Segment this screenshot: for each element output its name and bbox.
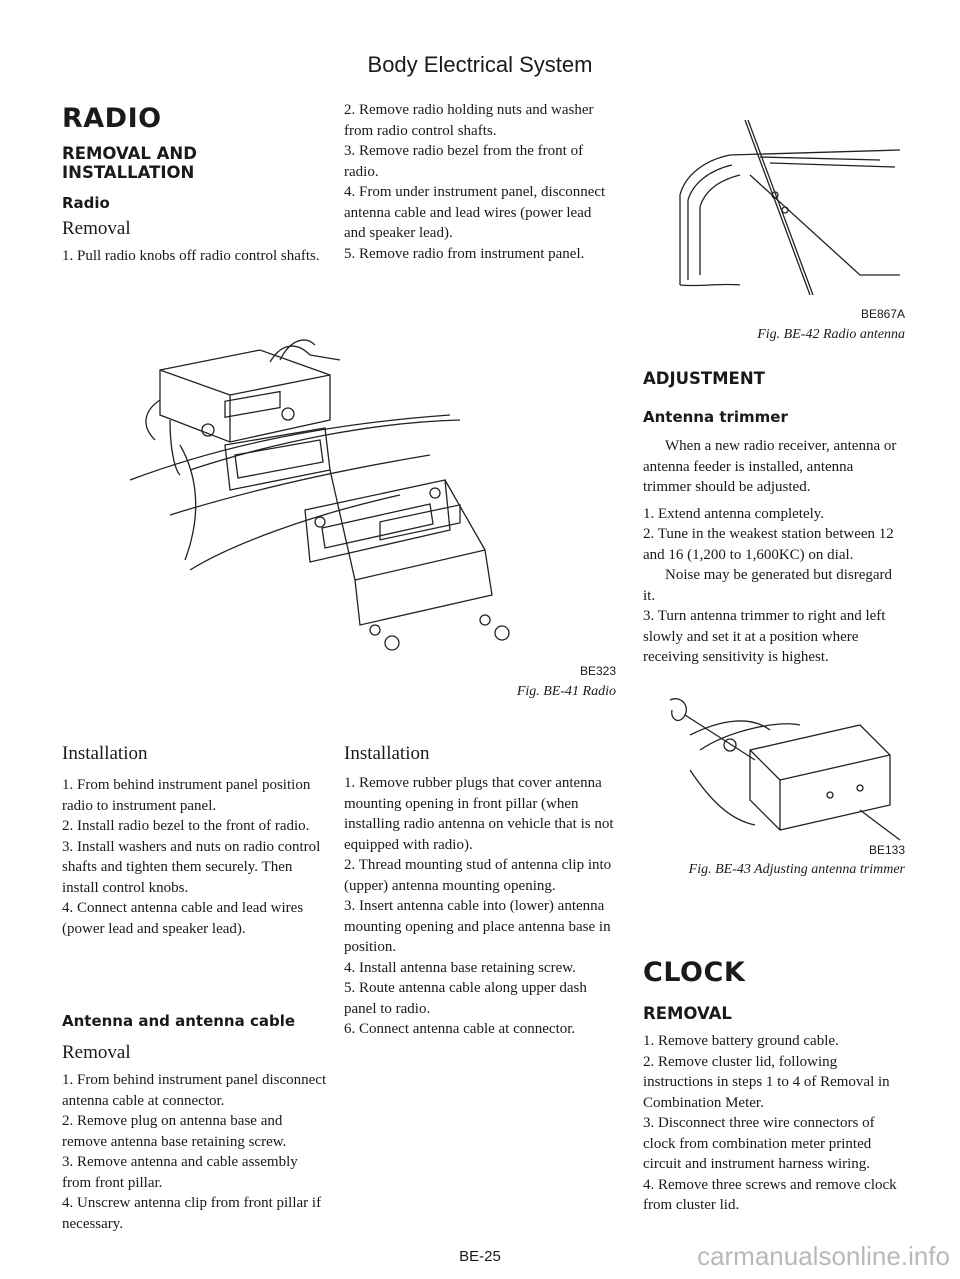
adjusting-trimmer-figure bbox=[660, 690, 910, 845]
figure-caption-be42: Fig. BE-42 Radio antenna bbox=[757, 327, 905, 342]
figure-code-be323: BE323 bbox=[579, 664, 616, 678]
page-header: Body Electrical System bbox=[367, 52, 593, 77]
right-column-clock bbox=[643, 957, 905, 1216]
mid-removal-step-5: 5. Remove radio from instrument panel. bbox=[344, 245, 585, 262]
removal-heading: Removal bbox=[62, 218, 131, 239]
antenna-removal-step-2: 2. Remove plug on antenna base and remove antenna base retaining screw. bbox=[62, 1113, 287, 1150]
page-number: BE-25 bbox=[459, 1248, 501, 1265]
mid-removal-step-4: 4. From under instrument panel, disconnect antenna cable and lead wires (power lead and speaker lead). bbox=[344, 184, 606, 241]
radio-heading: Radio bbox=[62, 194, 110, 212]
mid-removal-step-2: 2. Remove radio holding nuts and washer from radio control shafts. bbox=[344, 102, 594, 139]
figure-code-be133: BE133 bbox=[868, 843, 905, 857]
clock-step-1: 1. Remove battery ground cable. bbox=[643, 1033, 839, 1049]
adjustment-heading: ADJUSTMENT bbox=[643, 369, 765, 388]
antenna-removal-step-1: 1. From behind instrument panel disconnect antenna cable at connector. bbox=[62, 1072, 327, 1109]
installation-step-1: 1. From behind instrument panel position radio to instrument panel. bbox=[62, 777, 311, 814]
mid-installation-step-3: 3. Insert antenna cable into (lower) antenna mounting opening and place antenna base in position. bbox=[344, 898, 611, 955]
mid-installation-step-6: 6. Connect antenna cable at connector. bbox=[344, 1021, 576, 1037]
mid-removal-step-3: 3. Remove radio bezel from the front of radio. bbox=[344, 143, 584, 180]
right-column-adjustment bbox=[643, 369, 905, 668]
middle-column-installation bbox=[344, 743, 616, 1040]
antenna-removal-heading: Removal bbox=[62, 1042, 131, 1063]
mid-installation-step-2: 2. Thread mounting stud of antenna clip into (upper) antenna mounting opening. bbox=[344, 857, 612, 894]
clock-step-2: 2. Remove cluster lid, following instructions in steps 1 to 4 of Removal in Combination Meter. bbox=[643, 1053, 890, 1111]
installation-heading: Installation bbox=[62, 743, 148, 764]
clock-heading: CLOCK bbox=[643, 957, 746, 988]
clock-step-3: 3. Disconnect three wire connectors of clock from combination meter printed circuit and instrument harness wiring. bbox=[643, 1115, 875, 1172]
trimmer-intro: When a new radio receiver, antenna or antenna feeder is installed, antenna trimmer should be adjusted. bbox=[643, 438, 897, 495]
left-column-installation bbox=[62, 743, 330, 939]
trimmer-step-3: 3. Turn antenna trimmer to right and left slowly and set it at a position where receiving sensitivity is highest. bbox=[643, 608, 886, 665]
removal-step-1: 1. Pull radio knobs off radio control shafts. bbox=[62, 248, 320, 264]
installation-step-4: 4. Connect antenna cable and lead wires (power lead and speaker lead). bbox=[62, 900, 304, 937]
middle-column-top bbox=[344, 100, 616, 264]
section-title-radio: RADIO bbox=[62, 103, 162, 134]
clock-step-4: 4. Remove three screws and remove clock from cluster lid. bbox=[643, 1176, 897, 1213]
antenna-removal-step-3: 3. Remove antenna and cable assembly from front pillar. bbox=[62, 1154, 298, 1191]
mid-installation-step-1: 1. Remove rubber plugs that cover antenna mounting opening in front pillar (when installing radio antenna on vehicle that is not equipped with radio). bbox=[344, 775, 614, 853]
trimmer-note: Noise may be generated but disregard it. bbox=[643, 567, 892, 604]
figure-caption-be43: Fig. BE-43 Adjusting antenna trimmer bbox=[688, 862, 905, 877]
trimmer-heading: Antenna trimmer bbox=[643, 408, 788, 426]
figure-code-be867a: BE867A bbox=[860, 307, 905, 321]
watermark: carmanualsonline.info bbox=[697, 1241, 950, 1271]
subsection-title: REMOVAL AND INSTALLATION bbox=[62, 144, 197, 182]
clock-removal-heading: REMOVAL bbox=[643, 1004, 732, 1023]
figure-caption-be41: Fig. BE-41 Radio bbox=[516, 684, 616, 699]
mid-installation-step-4: 4. Install antenna base retaining screw. bbox=[344, 959, 576, 976]
antenna-removal-step-4: 4. Unscrew antenna clip from front pillar if necessary. bbox=[62, 1195, 322, 1232]
left-column-top bbox=[62, 103, 330, 267]
left-column-antenna bbox=[62, 1012, 330, 1234]
installation-step-3: 3. Install washers and nuts on radio control shafts and tighten them securely. Then install control knobs. bbox=[62, 838, 321, 896]
trimmer-step-2: 2. Tune in the weakest station between 12 and 16 (1,200 to 1,600KC) on dial. bbox=[643, 526, 894, 563]
radio-exploded-figure bbox=[130, 330, 600, 660]
mid-installation-step-5: 5. Route antenna cable along upper dash panel to radio. bbox=[344, 980, 587, 1017]
antenna-heading: Antenna and antenna cable bbox=[62, 1012, 296, 1030]
mid-installation-heading: Installation bbox=[344, 743, 430, 764]
radio-antenna-figure bbox=[660, 115, 910, 300]
installation-step-2: 2. Install radio bezel to the front of radio. bbox=[62, 818, 310, 834]
trimmer-step-1: 1. Extend antenna completely. bbox=[643, 505, 825, 522]
